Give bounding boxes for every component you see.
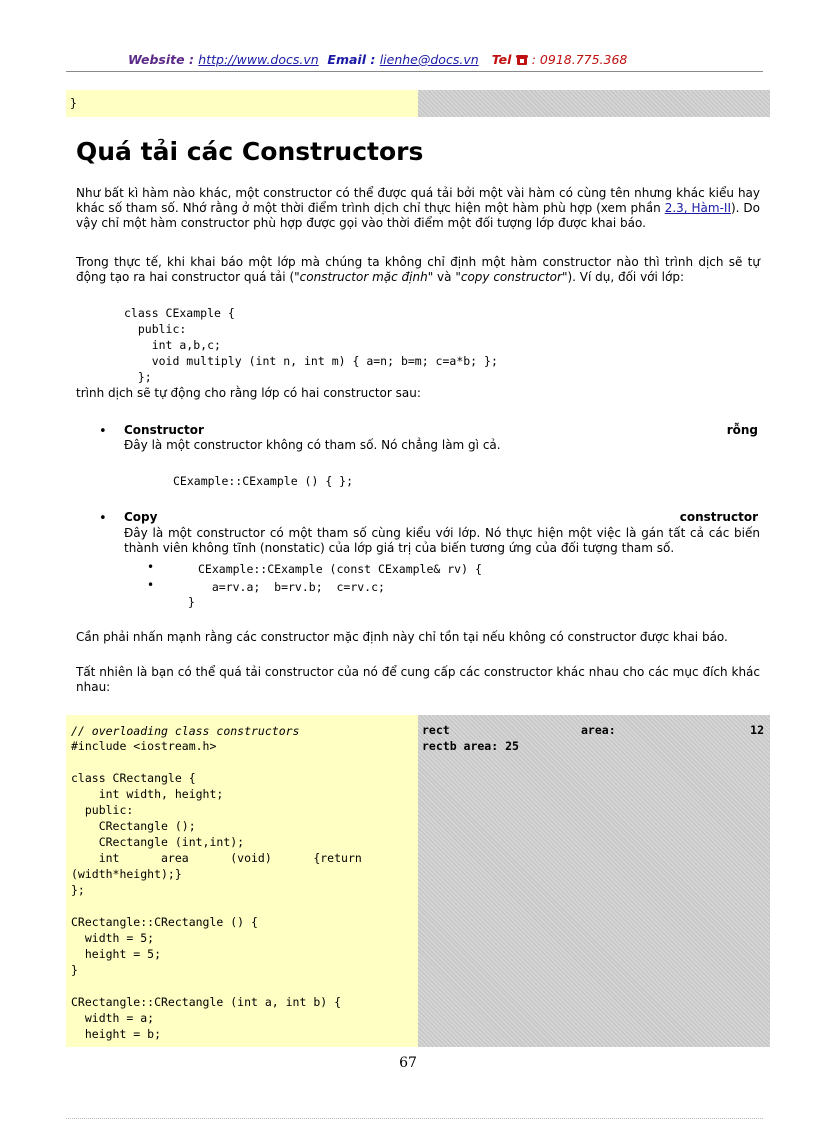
paragraph-default-constructors: Trong thực tế, khi khai báo một lớp mà chúng ta không chỉ định một hàm constructor nào thì trình dịch sẽ tự động tạo ra hai constructor quá tải ("constructor mặc định" và "copy constructor"). Ví dụ, đối với lớp: <box>76 255 760 284</box>
tel-label: Tel <box>491 52 512 67</box>
output-line-rectb: rectb area: 25 <box>422 739 519 753</box>
bullet-heading-right: constructor <box>679 510 758 524</box>
bullet-heading-left: Copy <box>124 510 158 524</box>
footer-divider <box>66 1118 763 1119</box>
section-title: Quá tải các Constructors <box>76 137 424 166</box>
tel-number: : 0918.775.368 <box>527 52 628 67</box>
bullet-description: Đây là một constructor có một tham số cùng kiểu với lớp. Nó thực hiện một việc là gán tất cả các biến thành viên không tĩnh (nonstatic) của lớp giá trị của biến tương ứng của đối tượng tham số. <box>124 526 760 555</box>
example-code-panel <box>66 715 418 1047</box>
page-header: Website : http://www.docs.vn Email : lienhe@docs.vn Tel : 0918.775.368 <box>128 52 628 67</box>
bullet-heading-right: rỗng <box>726 423 758 437</box>
output-word-rect: rect <box>422 723 450 737</box>
website-label: Website <box>128 52 185 67</box>
code-line-bullet: • <box>147 578 155 592</box>
code-class-example: class CExample { public: int a,b,c; void multiply (int n, int m) { a=n; b=m; c=a*b; }; }; <box>124 306 498 384</box>
code-copy-line: a=rv.a; b=rv.b; c=rv.c; <box>198 580 385 594</box>
code-fragment-top <box>66 90 770 117</box>
output-word-area: area: <box>581 723 616 737</box>
reference-link[interactable]: 2.3, Hàm-II <box>664 201 731 215</box>
example-output-panel <box>418 715 770 1047</box>
website-link[interactable]: http://www.docs.vn <box>198 52 319 67</box>
code-copy-line: } <box>188 595 195 609</box>
header-divider <box>66 71 763 72</box>
output-value-12: 12 <box>750 723 764 737</box>
bullet-marker: • <box>99 424 107 439</box>
page-number: 67 <box>399 1055 417 1071</box>
code-comment: // overloading class constructors <box>71 724 300 738</box>
code-panel-top <box>66 90 418 117</box>
code-default-constructor: CExample::CExample () { }; <box>173 474 354 488</box>
bullet-heading-left: Constructor <box>124 423 204 437</box>
paragraph-overload-purpose: Tất nhiên là bạn có thể quá tải constructor của nó để cung cấp các constructor khác nhau cho các mục đích khác nhau: <box>76 665 760 694</box>
email-link[interactable]: lienhe@docs.vn <box>379 52 479 67</box>
paragraph-emphasis: Cần phải nhấn mạnh rằng các constructor mặc định này chỉ tồn tại nếu không có constructor được khai báo. <box>76 630 728 644</box>
bullet-description: Đây là một constructor không có tham số. Nó chẳng làm gì cả. <box>124 438 501 452</box>
closing-brace: } <box>70 96 77 110</box>
code-copy-line: CExample::CExample (const CExample& rv) { <box>198 562 482 576</box>
paragraph-overloading: Như bất kì hàm nào khác, một constructor có thể được quá tải bởi một vài hàm có cùng tên nhưng khác kiểu hay khác số tham số. Nhớ rằng ở một thời điểm trình dịch chỉ thực hiện một hàm phù hợp (xem phần 2.3, Hàm-II). Do vậy chỉ một hàm constructor phù hợp được gọi vào thời điểm một đối tượng lớp được khai báo. <box>76 186 761 230</box>
output-panel-top <box>418 90 770 117</box>
bullet-marker: • <box>99 511 107 526</box>
paragraph-two-constructors: trình dịch sẽ tự động cho rằng lớp có hai constructor sau: <box>76 386 421 400</box>
email-label: Email <box>327 52 366 67</box>
code-line-bullet: • <box>147 560 155 574</box>
phone-icon <box>516 54 528 69</box>
example-code-body: #include <iostream.h> class CRectangle { int width, height; public: CRectangle (); CRectangle (int,int); int area (void) {return (width*height);} }; CRectangle::CRectangle () { width = 5; height = 5; } CRectangle::CRectangle (int a, int b) { width = a; height = b; <box>71 739 362 1041</box>
